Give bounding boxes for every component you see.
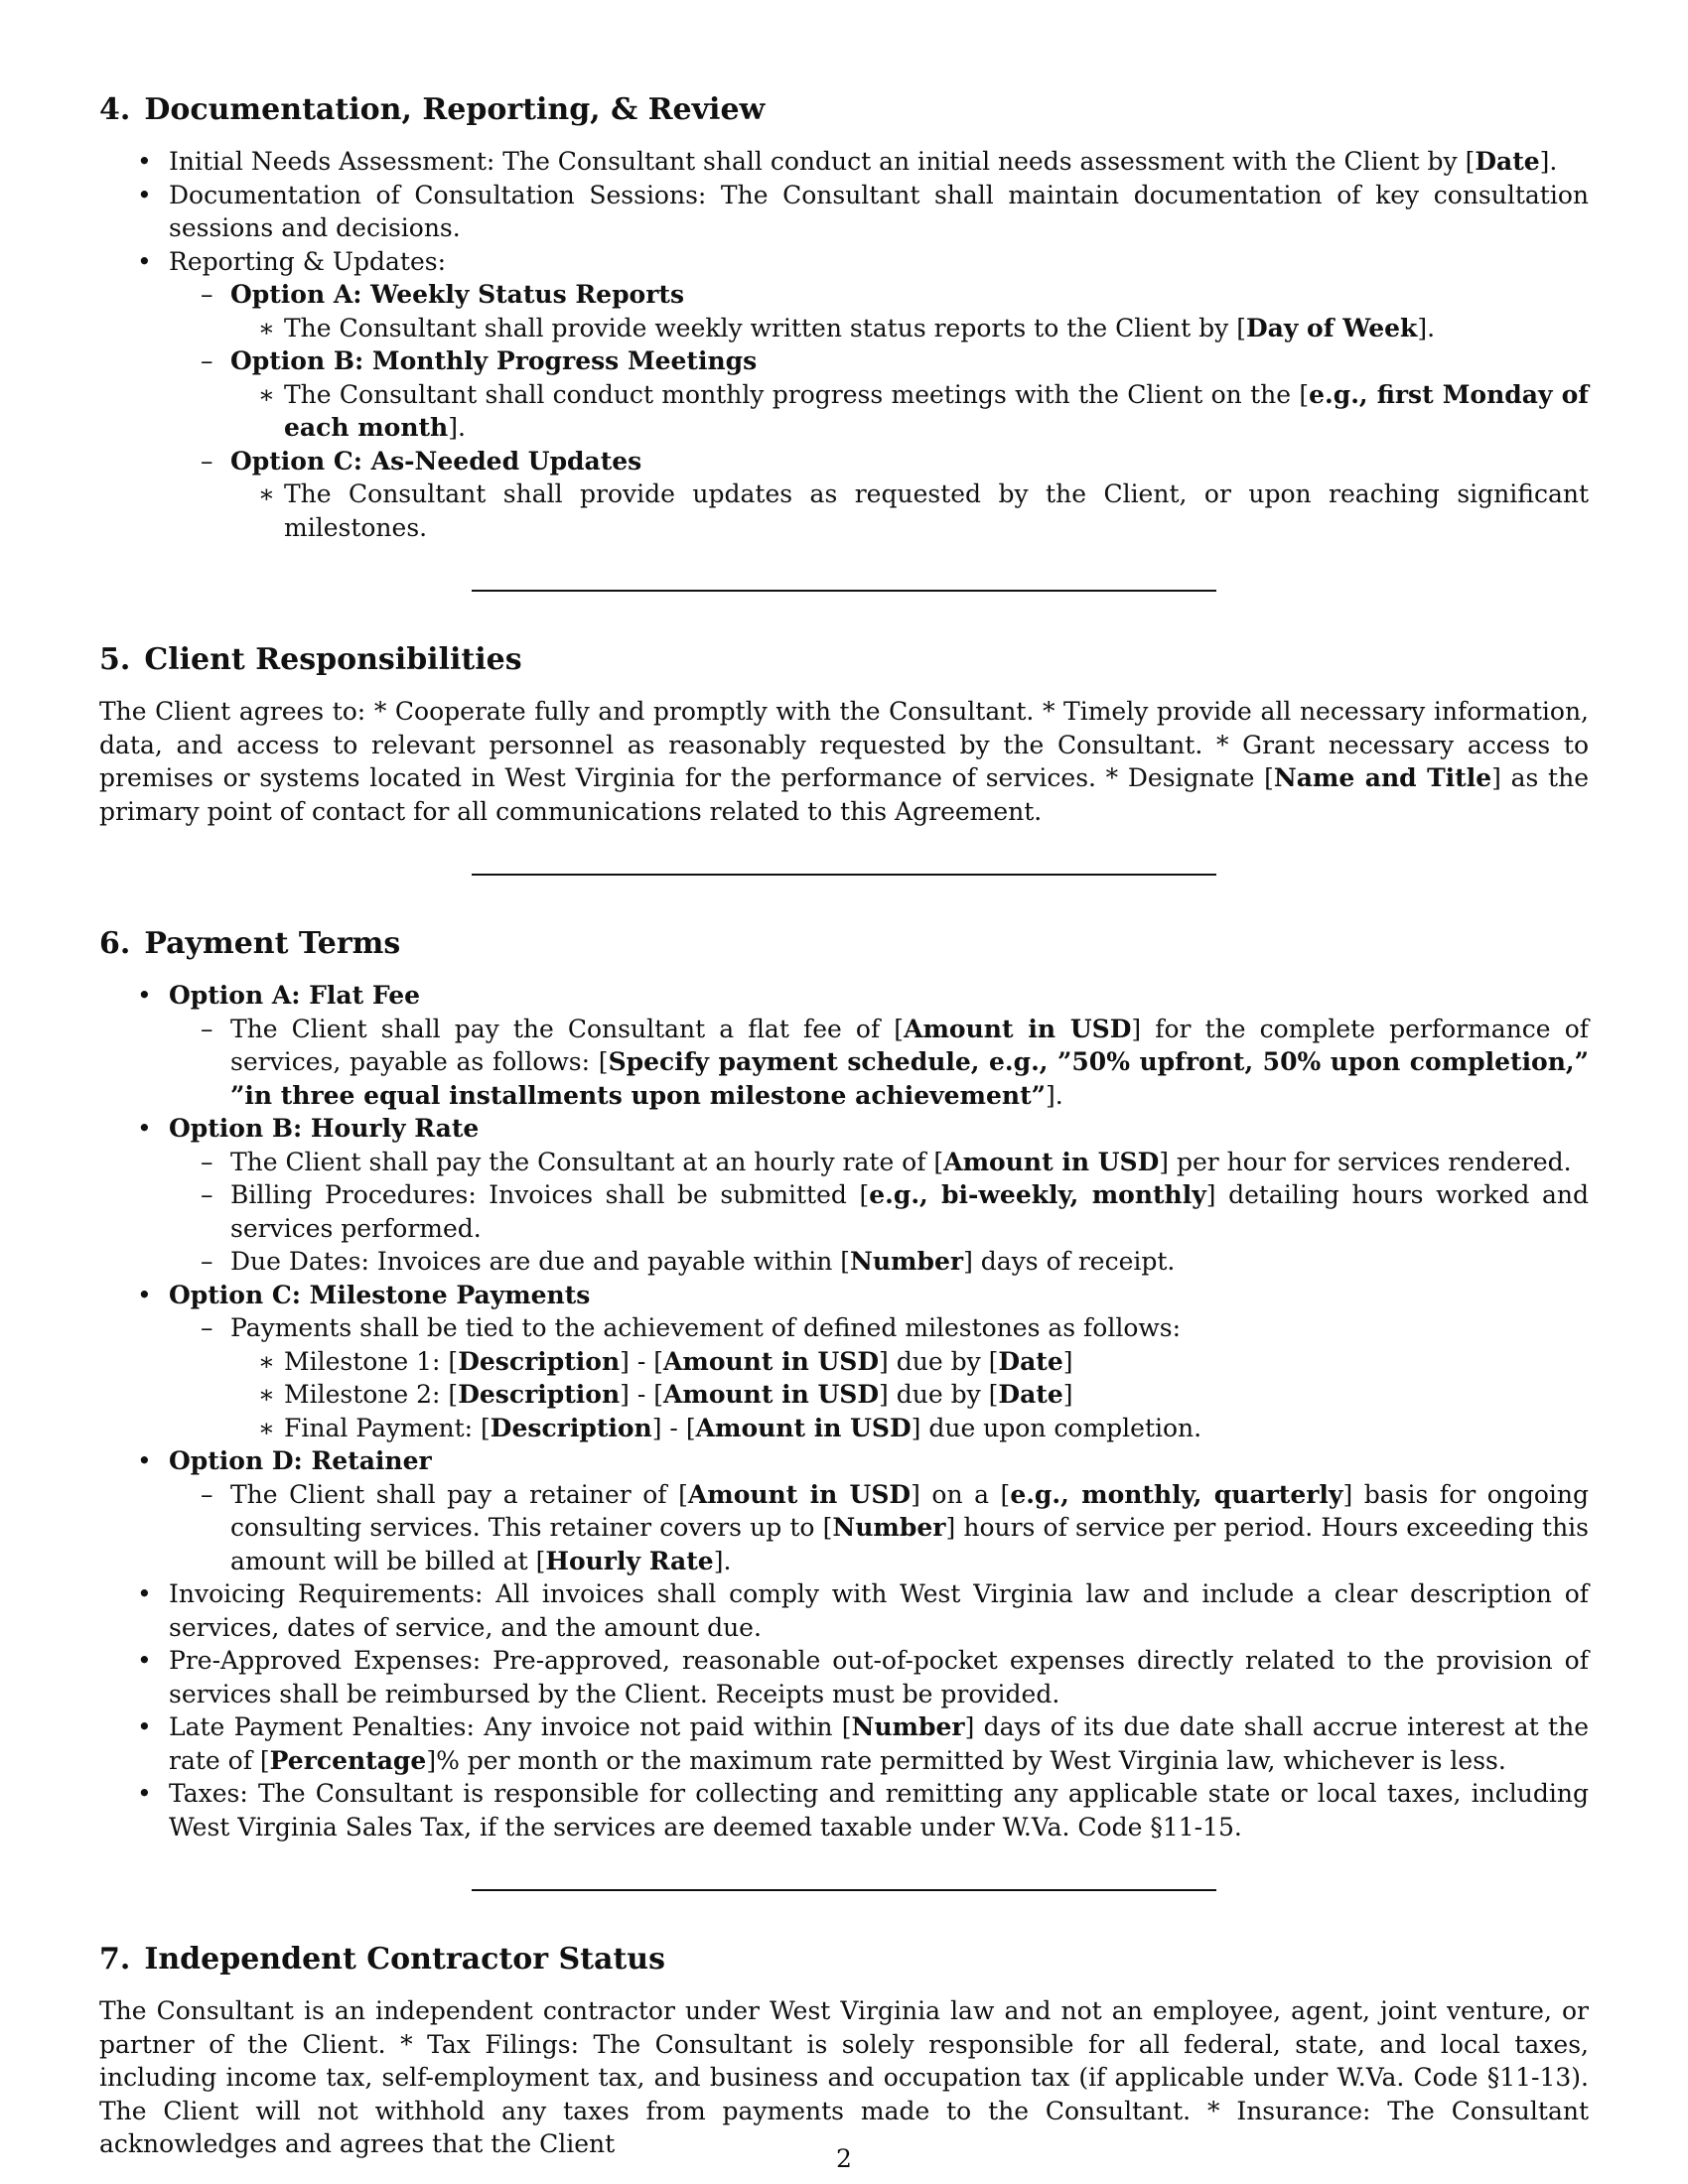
option-item: – Option C: As-Needed Updates ∗ The Consultant shall provide updates as requested by the Client, or upon reaching significant milestones. — [169, 445, 1589, 545]
section-heading: 5. Client Responsibilities — [99, 642, 522, 677]
list-item: • Initial Needs Assessment: The Consultant shall conduct an initial needs assessment with the Client by [Date]. — [99, 145, 1589, 179]
option-item: • Option D: Retainer – The Client shall pay a retainer of [Amount in USD] on a [e.g., monthly, quarterly] basis for ongoing consulting services. This retainer covers up to [Number] hours of service per period. Hours exceeding this amount will be billed at [Hourly Rate]. — [99, 1444, 1589, 1577]
list-item: – The Client shall pay a retainer of [Amount in USD] on a [e.g., monthly, quarterly] basis for ongoing consulting services. This retainer covers up to [Number] hours of service per period. Hours exceeding this amount will be billed at [Hourly Rate]. — [169, 1478, 1589, 1578]
section-heading: 6. Payment Terms — [99, 926, 401, 961]
option-item: • Option B: Hourly Rate – The Client shall pay the Consultant at an hourly rate of [Amount in USD] per hour for services rendered. – Billing Procedures: Invoices shall be submitted [e.g., bi-weekly, monthly] detailing hours worked and services performed. – Due Dates: Invoices are due and payable within [Number] days of receipt. — [99, 1112, 1589, 1279]
section-independent-contractor — [99, 1939, 1589, 2161]
milestone-item: ∗ Milestone 1: [Description] - [Amount in USD] due by [Date] — [230, 1345, 1589, 1379]
section-heading: 7. Independent Contractor Status — [99, 1942, 665, 1977]
option-item: – Option A: Weekly Status Reports ∗ The Consultant shall provide weekly written status reports to the Client by [Day of Week]. — [169, 278, 1589, 344]
section-documentation-reporting — [99, 89, 1589, 544]
page-number: 2 — [836, 2144, 852, 2173]
milestone-item: ∗ Milestone 2: [Description] - [Amount in USD] due by [Date] — [230, 1378, 1589, 1412]
list-item: ∗ The Consultant shall conduct monthly progress meetings with the Client on the [e.g., first Monday of each month]. — [230, 378, 1589, 445]
horizontal-rule — [472, 874, 1216, 876]
section-heading: 4. Documentation, Reporting, & Review — [99, 92, 766, 127]
list-item: – Payments shall be tied to the achievement of defined milestones as follows: ∗ Milestone 1: [Description] - [Amount in USD] due by [Date] ∗ Milestone 2: [Description] - [Amount in USD] due by [Date] ∗ Final Payment: [Description] - [Amount in USD] due upon completion. — [169, 1311, 1589, 1444]
option-item: – Option B: Monthly Progress Meetings ∗ The Consultant shall conduct monthly progress meetings with the Client on the [e.g., first Monday of each month]. — [169, 344, 1589, 445]
option-item: • Option A: Flat Fee – The Client shall pay the Consultant a flat fee of [Amount in USD] for the complete performance of services, payable as follows: [Specify payment schedule, e.g., ”50% upfront, 50% upon completion,” ”in three equal installments upon milestone achievement”]. — [99, 979, 1589, 1112]
document-page — [99, 89, 1589, 2161]
section-payment-terms — [99, 923, 1589, 1843]
horizontal-rule — [472, 1889, 1216, 1891]
horizontal-rule — [472, 590, 1216, 592]
option-item: • Option C: Milestone Payments – Payments shall be tied to the achievement of defined milestones as follows: ∗ Milestone 1: [Description] - [Amount in USD] due by [Date] ∗ Milestone 2: [Description] - [Amount in USD] due by [Date] ∗ Final Payment: [Description] - [Amount in USD] due upon completion. — [99, 1279, 1589, 1445]
list-item: • Taxes: The Consultant is responsible for collecting and remitting any applicable state or local taxes, including West Virginia Sales Tax, if the services are deemed taxable under W.Va. Code §11-15. — [99, 1777, 1589, 1843]
list-item: ∗ The Consultant shall provide updates as requested by the Client, or upon reaching significant milestones. — [230, 478, 1589, 544]
bullet-list — [99, 979, 1589, 1843]
list-item: – The Client shall pay the Consultant a flat fee of [Amount in USD] for the complete performance of services, payable as follows: [Specify payment schedule, e.g., ”50% upfront, 50% upon completion,” ”in three equal installments upon milestone achievement”]. — [169, 1013, 1589, 1113]
list-item: – The Client shall pay the Consultant at an hourly rate of [Amount in USD] per hour for services rendered. — [169, 1146, 1589, 1179]
section-client-responsibilities — [99, 639, 1589, 828]
list-item: – Billing Procedures: Invoices shall be submitted [e.g., bi-weekly, monthly] detailing hours worked and services performed. — [169, 1178, 1589, 1245]
sub-list — [169, 278, 1589, 544]
paragraph: The Consultant is an independent contractor under West Virginia law and not an employee, agent, joint venture, or partner of the Client. * Tax Filings: The Consultant is solely responsible for all federal, state, and local taxes, including income tax, self-employment tax, and business and occupation tax (if applicable under W.Va. Code §11-13). The Client will not withhold any taxes from payments made to the Consultant. * Insurance: The Consultant acknowledges and agrees that the Client — [99, 1996, 1589, 2158]
paragraph: The Client agrees to: * Cooperate fully and promptly with the Consultant. * Timely provide all necessary information, data, and access to relevant personnel as reasonably requested by the Consultant. * Grant necessary access to premises or systems located in West Virginia for the performance of services. * Designate [Name and Title] as the primary point of contact for all communications related to this Agreement. — [99, 697, 1589, 826]
list-item: • Invoicing Requirements: All invoices shall comply with West Virginia law and include a clear description of services, dates of service, and the amount due. — [99, 1577, 1589, 1644]
bullet-list — [99, 145, 1589, 544]
list-item: – Due Dates: Invoices are due and payable within [Number] days of receipt. — [169, 1245, 1589, 1279]
list-item: ∗ The Consultant shall provide weekly written status reports to the Client by [Day of Week]. — [230, 312, 1589, 345]
milestone-item: ∗ Final Payment: [Description] - [Amount in USD] due upon completion. — [230, 1412, 1589, 1445]
list-item: • Documentation of Consultation Sessions: The Consultant shall maintain documentation of key consultation sessions and decisions. — [99, 179, 1589, 245]
list-item: • Reporting & Updates: – Option A: Weekly Status Reports ∗ The Consultant shall provide weekly written status reports to the Client by [Day of Week]. – Option B: Monthly Progress Meetings ∗ The Consultant shall conduct monthly progress meetings with the Client on the [e.g., first Monday of each month]. – Option C: As-Needed Updates ∗ The Consultant shall provide updates as requested by the Client, or upon reaching significant milestones. — [99, 245, 1589, 545]
list-item: • Late Payment Penalties: Any invoice not paid within [Number] days of its due date shall accrue interest at the rate of [Percentage]% per month or the maximum rate permitted by West Virginia law, whichever is less. — [99, 1710, 1589, 1777]
list-item: • Pre-Approved Expenses: Pre-approved, reasonable out-of-pocket expenses directly related to the provision of services shall be reimbursed by the Client. Receipts must be provided. — [99, 1644, 1589, 1710]
